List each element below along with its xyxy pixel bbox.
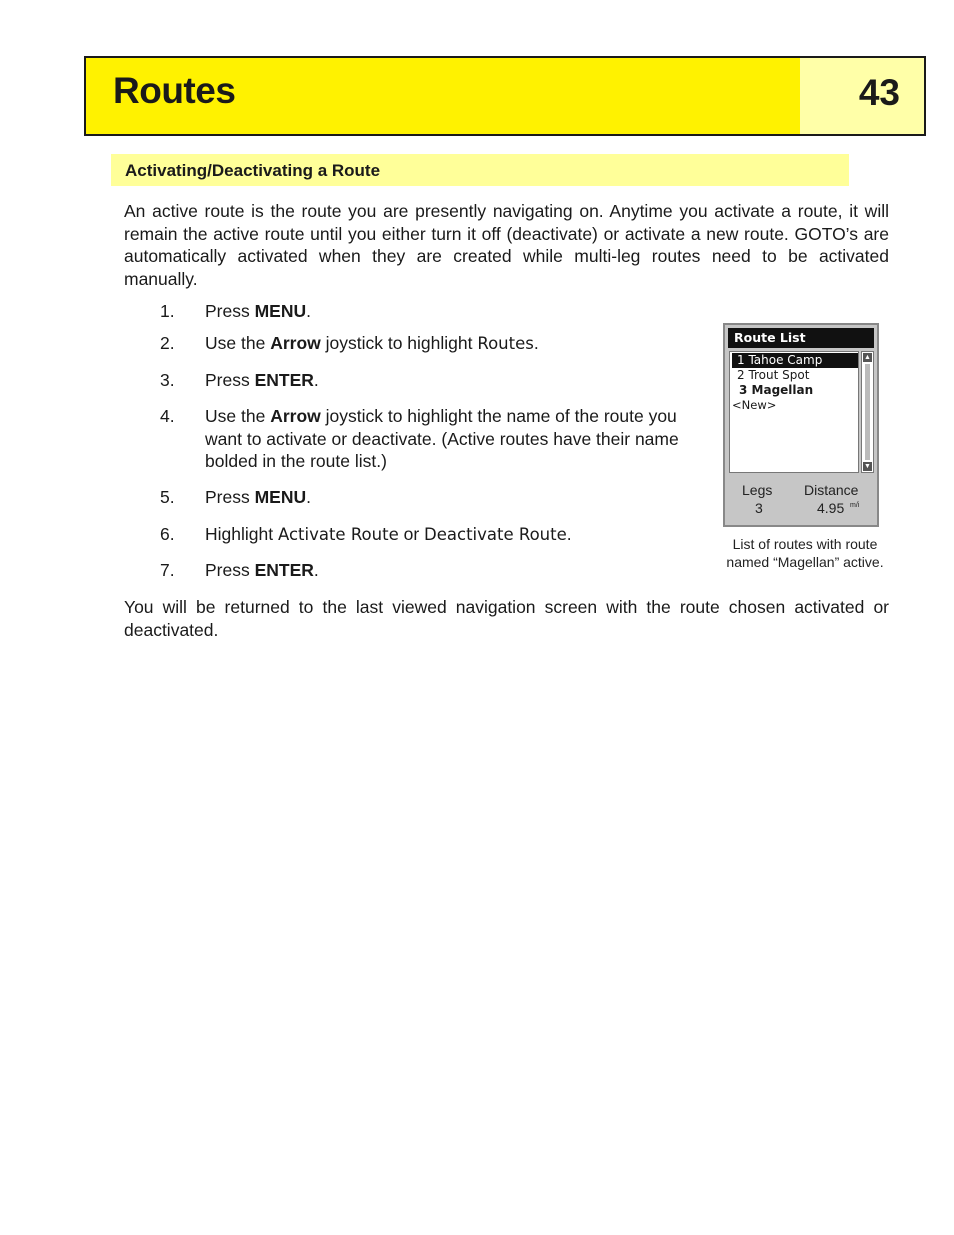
route-list-scrollbar[interactable] xyxy=(861,351,874,473)
chapter-title: Routes xyxy=(113,70,236,111)
menu-option-activate-route: Activate Route xyxy=(277,525,399,544)
page-number: 43 xyxy=(858,72,900,113)
menu-option-deactivate-route: Deactivate Route xyxy=(424,525,567,544)
distance-label: Distance xyxy=(804,482,859,498)
scroll-up-arrow-icon[interactable]: ▲ xyxy=(864,354,871,361)
key-enter: ENTER xyxy=(254,560,314,580)
route-list xyxy=(729,351,859,473)
distance-value: 4.95 xyxy=(817,500,845,516)
route-list-screenshot xyxy=(723,323,879,527)
step-number: 4. xyxy=(160,406,175,426)
intro-paragraph: An active route is the route you are presently navigating on. Anytime you activate a route, it will remain the active route until you either turn it off (deactivate) or activate a new route. GOTO’s are automatically activated when they are created while multi-leg routes need to be activated manually. xyxy=(124,201,889,289)
key-arrow: Arrow xyxy=(270,333,321,353)
key-menu: MENU xyxy=(254,487,307,507)
scroll-track xyxy=(865,364,870,460)
step-number: 3. xyxy=(160,370,175,390)
page-number-box xyxy=(800,58,924,134)
step-number: 1. xyxy=(160,301,175,321)
outro-paragraph: You will be returned to the last viewed navigation screen with the route chosen activated or deactivated. xyxy=(124,597,889,640)
route-summary xyxy=(725,477,877,523)
route-list-title: Route List xyxy=(728,328,874,348)
step-number: 7. xyxy=(160,560,175,580)
distance-unit: m/i xyxy=(850,502,860,509)
key-arrow: Arrow xyxy=(270,406,321,426)
page-header xyxy=(84,56,926,136)
step-number: 5. xyxy=(160,487,175,507)
route-item-trout-spot[interactable]: 2 Trout Spot xyxy=(737,368,810,382)
key-enter: ENTER xyxy=(254,370,314,390)
route-item-magellan[interactable]: 3 Magellan xyxy=(739,383,814,397)
menu-option-routes: Routes xyxy=(477,334,534,353)
figure-caption: List of routes with route named “Magellan” active. xyxy=(726,536,884,570)
key-menu: MENU xyxy=(254,301,307,321)
legs-value: 3 xyxy=(755,500,763,516)
scroll-down-arrow-icon[interactable]: ▼ xyxy=(864,463,871,470)
legs-label: Legs xyxy=(742,482,773,498)
section-title: Activating/Deactivating a Route xyxy=(125,161,381,180)
route-item-tahoe-camp[interactable]: 1 Tahoe Camp xyxy=(732,353,858,368)
step-number: 6. xyxy=(160,524,175,544)
step-number: 2. xyxy=(160,333,175,353)
route-item-new[interactable]: <New> xyxy=(732,398,777,412)
section-heading-bar xyxy=(111,154,849,186)
